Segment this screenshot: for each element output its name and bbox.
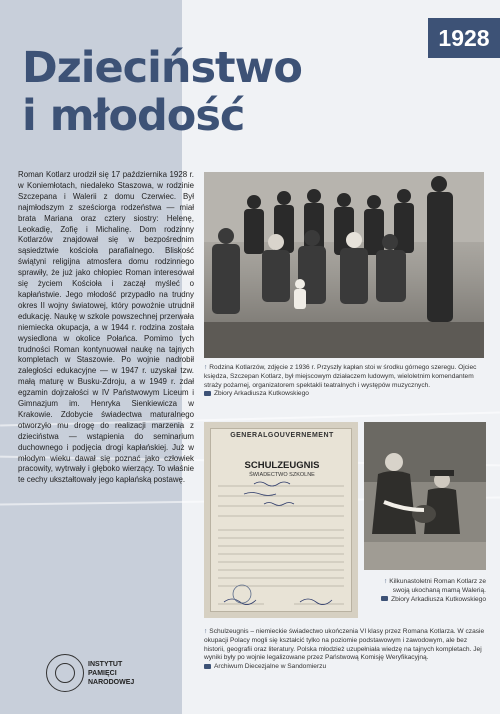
document-subtitle: ŚWIADECTWO SZKOLNE xyxy=(249,472,315,478)
mother-son-photo-caption xyxy=(372,578,486,604)
logo-line-1: INSTYTUT xyxy=(88,661,123,668)
title-line-2: i młodość xyxy=(22,91,245,141)
document-source: Archiwum Diecezjalne w Sandomierzu xyxy=(214,663,327,671)
mother-son-photo xyxy=(364,422,486,570)
family-photo xyxy=(204,172,484,358)
document-caption xyxy=(204,628,488,672)
ipn-logo-icon xyxy=(46,654,84,692)
year-badge: 1928 xyxy=(428,18,500,58)
schulzeugnis-document xyxy=(204,422,358,618)
arrow-up-icon: ↑ xyxy=(204,628,208,635)
document-title: SCHULZEUGNIS xyxy=(244,460,320,471)
camera-icon xyxy=(204,664,211,669)
logo-line-3: NARODOWEJ xyxy=(88,679,135,686)
arrow-up-icon: ↑ xyxy=(383,578,388,585)
title-line-1: Dzieciństwo xyxy=(22,43,302,93)
logo-line-2: PAMIĘCI xyxy=(88,670,117,677)
family-photo-caption xyxy=(204,364,484,399)
camera-icon xyxy=(204,391,211,396)
document-caption-text: Schulzeugnis – niemieckie świadectwo ukończenia VI klasy przez Romana Kotlarza. W czasie okupacji Polacy mogli się kształcić tylko na poziomie podstawowym i zawodowym, ale bez historii, geografii oraz literatury. Polska młodzież uzupełniała wiedzę na tajnych kompletach. Jej wyniki były po wojnie legalizowane przez Państwową Komisję Weryfikacyjną. xyxy=(204,628,485,662)
page-title xyxy=(22,44,302,140)
family-photo-source: Zbiory Arkadiusza Kutkowskiego xyxy=(214,390,309,398)
document-header: GENERALGOUVERNEMENT xyxy=(230,432,334,439)
body-text: Roman Kotlarz urodził się 17 października 1928 r. w Koniemłotach, niedaleko Staszowa, w rodzinie Szczepana i Walerii z domu Czerwiec. Był najmłodszym z sześciorga rodzeństwa — miał brata Mariana oraz cztery siostry: Helenę, Leokadię, Zofię i Michalinę. Dom rodzinny Kotlarzów znajdował się w bezpośrednim sąsiedztwie kościoła parafialnego. Bliskość świątyni religijna atmosfera domu rodzinnego sprawiły, że już jako chłopiec Roman interesował się życiem Kościoła i zaczął myśleć o kapłaństwie. Jego młodość przypadło na trudny okres II wojny światowej, który powożnie utrudnił edukację. Naukę w szkole powszechnej przerwała niemiecka okupacja, a w 1944 r. rodzina została wysiedlona w okolice Połańca. Pomimo tych trudności Roman kontynuował naukę na tajnych kompletach w Staszowie. Po wojnie nadrobił zaległości edukacyjne — w 1947 r. uzyskał tzw. małą maturę w Busku-Zdroju, a w 1949 r. zdał egzamin dojrzałości w IV Państwowym Liceum i Gimnazjum im. Henryka Sienkiewicza w Krakowie. Zdobycie świadectwa maturalnego otworzyło mu drogę do realizacji marzenia z dzieciństwa — wstąpienia do seminarium duchownego i podjęcia drogi kapłańskiej. Już w młodym wieku dawał się poznać jako człowiek pracowity, wytrwały i głęboko wierzący. To właśnie te cechy ukształtowały jego kapłańską postawę. xyxy=(18,170,194,485)
mother-son-photo-source: Zbiory Arkadiusza Kutkowskiego xyxy=(391,595,486,603)
camera-icon xyxy=(381,596,388,601)
mother-son-caption-text: Kilkunastoletni Roman Kotlarz ze swoją ukochaną mamą Walerią. xyxy=(389,578,486,594)
document-lines xyxy=(204,422,358,618)
family-caption-text: Rodzina Kotlarzów, zdjęcie z 1936 r. Przyszły kapłan stoi w środku górnego szeregu. Ojciec księdza, Szczepan Kotlarz, był miejscowym działaczem ludowym, wieloletnim komendantem straży pożarnej, organizatorem spektakli teatralnych i występów muzycznych. xyxy=(204,364,477,389)
arrow-up-icon: ↑ xyxy=(204,364,208,371)
ipn-logo-text xyxy=(88,660,134,687)
